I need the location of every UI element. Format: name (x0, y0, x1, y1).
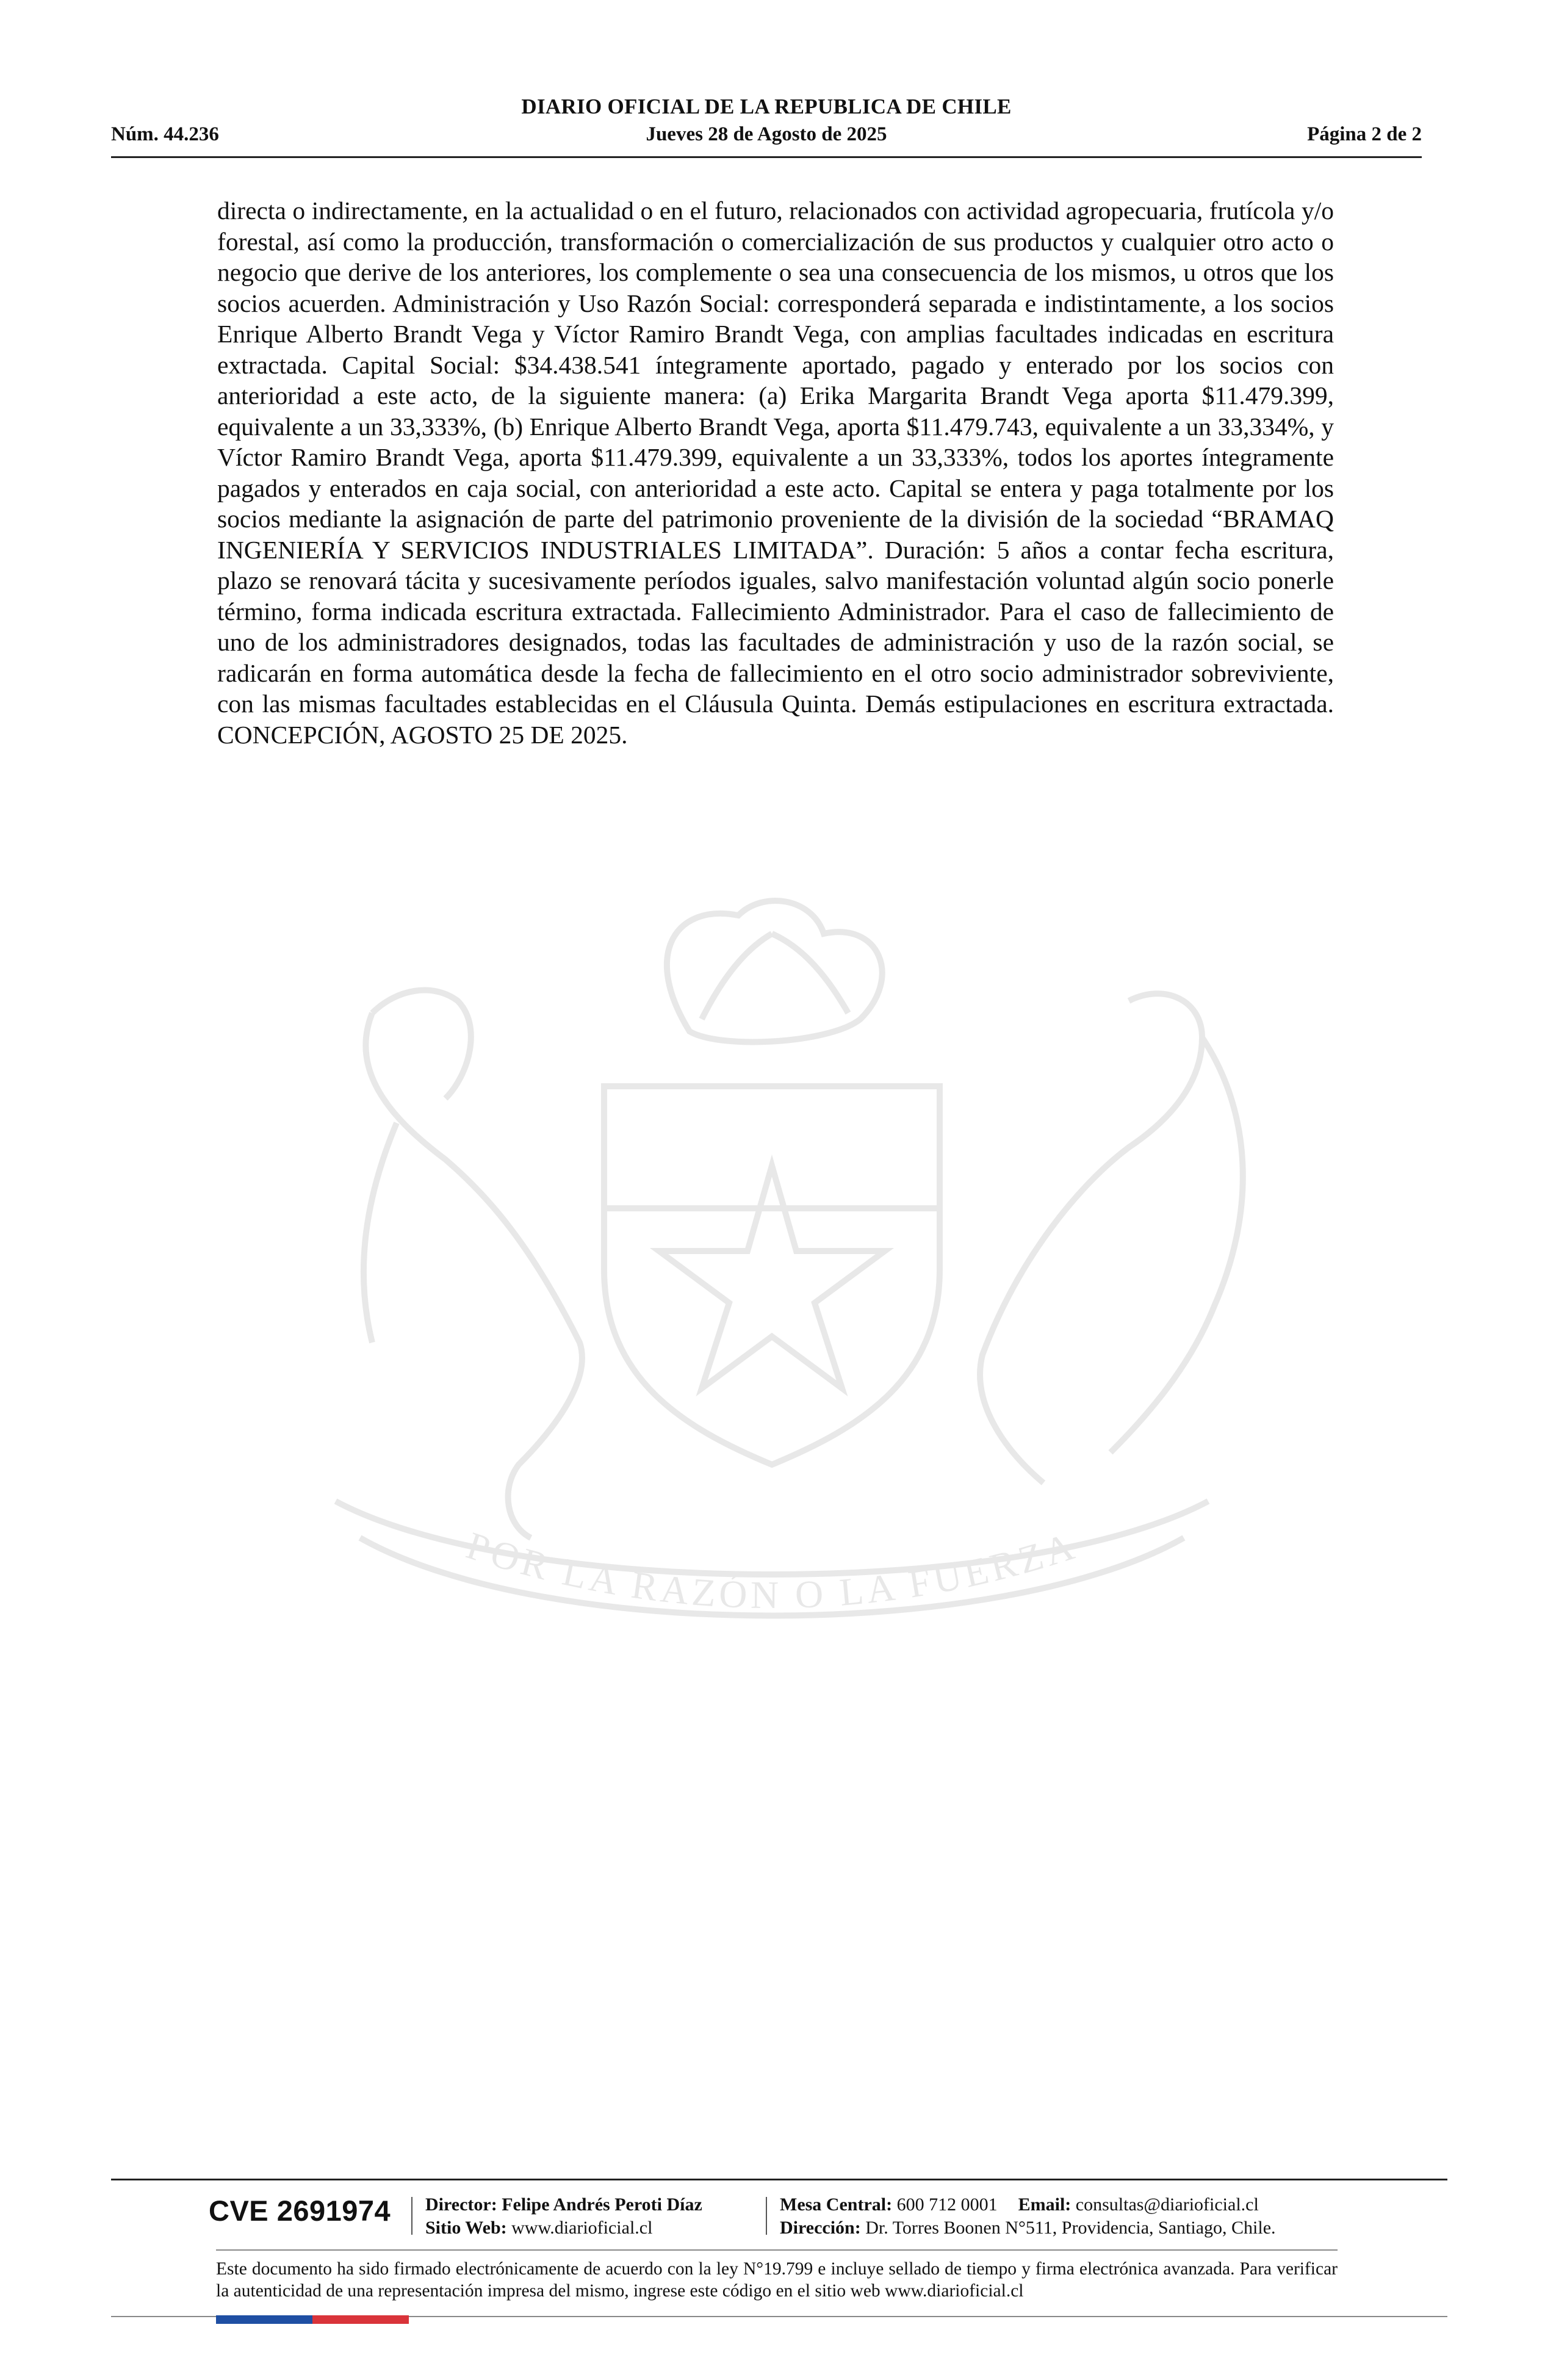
signature-notice: Este documento ha sido firmado electrónicamente de acuerdo con la ley N°19.799 e incluye sellado de tiempo y firma electrónica avanzada. Para verificar la autenticidad de una representación impresa del mismo, ingrese este código en el sitio web www.diarioficial.cl (216, 2259, 1338, 2301)
director-name: Felipe Andrés Peroti Díaz (502, 2194, 702, 2215)
flag-blue-segment (216, 2315, 312, 2324)
flag-red-segment (312, 2315, 409, 2324)
cve-code: CVE 2691974 (209, 2194, 391, 2227)
page-header (111, 95, 1422, 157)
phone-label: Mesa Central: (780, 2194, 893, 2215)
email-label: Email: (1018, 2194, 1072, 2215)
header-divider (111, 156, 1422, 158)
website-label: Sitio Web: (425, 2218, 507, 2238)
address-label: Dirección: (780, 2218, 861, 2238)
footer-top-divider (111, 2179, 1447, 2180)
svg-text:POR LA RAZÓN O LA FUERZA (461, 1523, 1082, 1617)
masthead-title: DIARIO OFICIAL DE LA REPUBLICA DE CHILE (521, 95, 1012, 118)
footer-separator (766, 2197, 767, 2235)
email-link[interactable]: consultas@diarioficial.cl (1075, 2194, 1259, 2215)
issue-number: Núm. 44.236 (111, 123, 219, 145)
footer-contact-column (780, 2193, 1276, 2240)
issue-date: Jueves 28 de Agosto de 2025 (646, 123, 887, 145)
flag-color-bar (216, 2315, 409, 2324)
footer-middle-divider (216, 2249, 1338, 2251)
coat-of-arms-motto: POR LA RAZÓN O LA FUERZA (461, 1523, 1082, 1617)
page-number: Página 2 de 2 (1307, 123, 1422, 145)
director-label: Director: (425, 2194, 497, 2215)
website-link[interactable]: www.diarioficial.cl (511, 2218, 653, 2238)
footer-director-column (425, 2193, 702, 2240)
address-text: Dr. Torres Boonen N°511, Providencia, Santiago, Chile. (865, 2218, 1276, 2238)
phone-number: 600 712 0001 (896, 2194, 998, 2215)
footer-separator (411, 2197, 412, 2235)
chilean-coat-of-arms-icon (214, 879, 1330, 1672)
extract-body-text: directa o indirectamente, en la actualidad o en el futuro, relacionados con actividad agropecuaria, frutícola y/o forestal, así como la producción, transformación o comercialización de sus productos y cualquier otro acto o negocio que derive de los anteriores, los complemente o sea una consecuencia de los mismos, u otros que los socios acuerden. Administración y Uso Razón Social: corresponderá separada e indistintamente, a los socios Enrique Alberto Brandt Vega y Víctor Ramiro Brandt Vega, con amplias facultades indicadas en escritura extractada. Capital Social: $34.438.541 íntegramente aportado, pagado y enterado por los socios con anterioridad a este acto, de la siguiente manera: (a) Erika Margarita Brandt Vega aporta $11.479.399, equivalente a un 33,333%, (b) Enrique Alberto Brandt Vega, aporta $11.479.743, equivalente a un 33,334%, y Víctor Ramiro Brandt Vega, aporta $11.479.399, equivalente a un 33,333%, todos los aportes íntegramente pagados y enterados en caja social, con anterioridad a este acto. Capital se entera y paga totalmente por los socios mediante la asignación de parte del patrimonio proveniente de la división de la sociedad “BRAMAQ INGENIERÍA Y SERVICIOS INDUSTRIALES LIMITADA”. Duración: 5 años a contar fecha escritura, plazo se renovará tácita y sucesivamente períodos iguales, salvo manifestación voluntad algún socio ponerle término, forma indicada escritura extractada. Fallecimiento Administrador. Para el caso de fallecimiento de uno de los administradores designados, todas las facultades de administración y uso de la razón social, se radicarán en forma automática desde la fecha de fallecimiento en el otro socio administrador sobreviviente, con las mismas facultades establecidas en el Cláusula Quinta. Demás estipulaciones en escritura extractada. CONCEPCIÓN, AGOSTO 25 DE 2025. (217, 197, 1334, 749)
page-footer (111, 2179, 1447, 2325)
